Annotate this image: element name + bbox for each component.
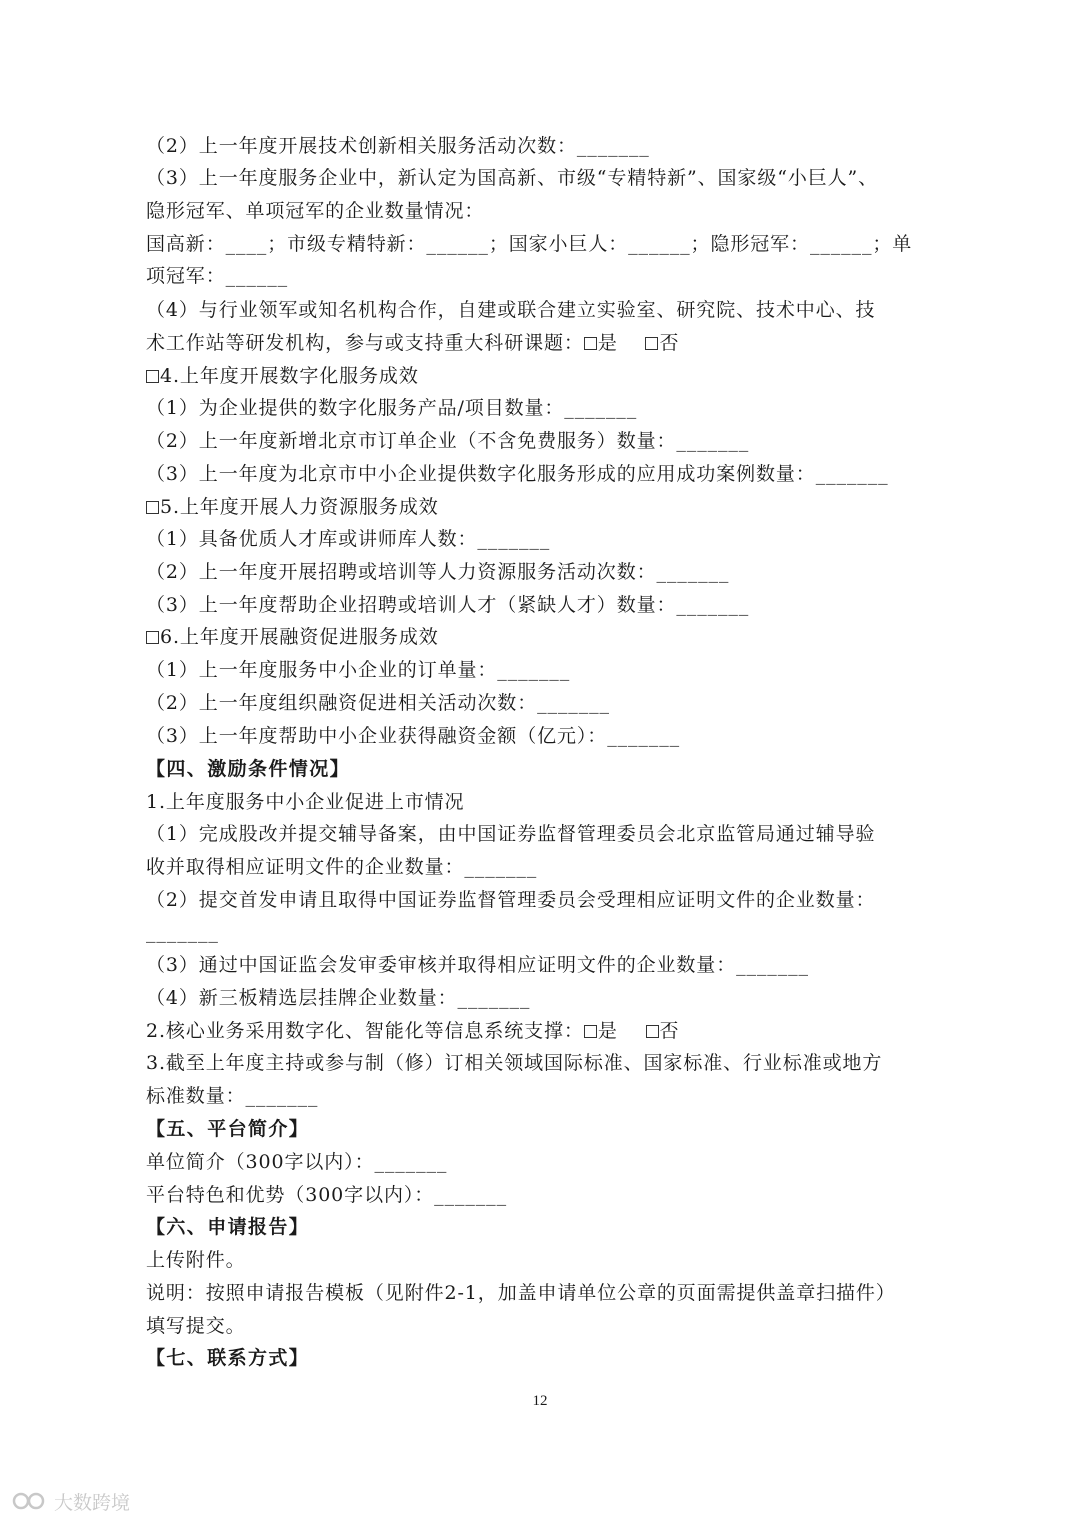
watermark-logo-icon [12, 1489, 48, 1513]
text-line: 国高新：____；市级专精特新：______；国家小巨人：______；隐形冠军：______；单 [146, 233, 913, 255]
section-line: 5.上年度开展人力资源服务成效 [146, 494, 439, 520]
text-line: 收并取得相应证明文件的企业数量：_______ [146, 856, 538, 878]
text-line: 1.上年度服务中小企业促进上市情况 [146, 791, 465, 813]
section-heading: 【七、联系方式】 [146, 1347, 310, 1369]
text-line: （3）上一年度帮助中小企业获得融资金额（亿元）：_______ [146, 725, 681, 747]
checkbox[interactable] [584, 1025, 597, 1038]
section-heading: 【五、平台简介】 [146, 1118, 310, 1140]
checkbox[interactable] [646, 1025, 659, 1038]
text-line: 单位简介（300字以内）：_______ [146, 1151, 448, 1173]
text-line: （3）上一年度帮助企业招聘或培训人才（紧缺人才）数量：_______ [146, 594, 750, 616]
text-line: 隐形冠军、单项冠军的企业数量情况： [146, 200, 485, 222]
section-heading: 【六、申请报告】 [146, 1216, 310, 1238]
watermark-text: 大数跨境 [54, 1491, 131, 1514]
checkbox[interactable] [146, 501, 159, 514]
text-line: （1）完成股改并提交辅导备案，由中国证券监督管理委员会北京监管局通过辅导验 [146, 823, 876, 845]
checkbox[interactable] [645, 337, 658, 350]
text-line: 说明：按照申请报告模板（见附件2-1，加盖申请单位公章的页面需提供盖章扫描件） [146, 1282, 896, 1304]
text-line: （4）新三板精选层挂牌企业数量：_______ [146, 987, 531, 1009]
text-line: 2.核心业务采用数字化、智能化等信息系统支撑： 是 否 [146, 1020, 680, 1042]
checkbox[interactable] [584, 337, 597, 350]
section-line: 4.上年度开展数字化服务成效 [146, 363, 419, 389]
text-line: 3.截至上年度主持或参与制（修）订相关领域国际标准、国家标准、行业标准或地方 [146, 1052, 883, 1074]
text-line: （3）上一年度服务企业中，新认定为国高新、市级“专精特新”、国家级“小巨人”、 [146, 167, 879, 189]
text-line: （2）上一年度开展招聘或培训等人力资源服务活动次数：_______ [146, 561, 730, 583]
text-line: （2）上一年度开展技术创新相关服务活动次数：_______ [146, 135, 650, 157]
text-line: 上传附件。 [146, 1249, 246, 1271]
text-line: （1）上一年度服务中小企业的订单量：_______ [146, 659, 571, 681]
text-line: 填写提交。 [146, 1315, 246, 1337]
text-line: 项冠军：______ [146, 265, 289, 287]
checkbox[interactable] [146, 370, 159, 383]
watermark [12, 1486, 130, 1516]
page-number: 12 [532, 1393, 548, 1409]
text-line: （3）通过中国证监会发审委审核并取得相应证明文件的企业数量：_______ [146, 954, 809, 976]
text-line: （4）与行业领军或知名机构合作，自建或联合建立实验室、研究院、技术中心、技 [146, 299, 876, 321]
text-line: 标准数量：_______ [146, 1085, 319, 1107]
text-line: （1）为企业提供的数字化服务产品/项目数量：_______ [146, 397, 638, 419]
section-heading: 【四、激励条件情况】 [146, 758, 351, 780]
text-line: （2）提交首发申请且取得中国证券监督管理委员会受理相应证明文件的企业数量： [146, 889, 876, 911]
text-line: （2）上一年度新增北京市订单企业（不含免费服务）数量：_______ [146, 430, 750, 452]
text-line: （1）具备优质人才库或讲师库人数：_______ [146, 528, 551, 550]
text-line: （3）上一年度为北京市中小企业提供数字化服务形成的应用成功案例数量：_______ [146, 463, 889, 485]
text-line: _______ [146, 921, 219, 943]
section-line: 6.上年度开展融资促进服务成效 [146, 624, 439, 650]
text-line: 术工作站等研发机构，参与或支持重大科研课题： 是 否 [146, 332, 680, 354]
checkbox[interactable] [146, 631, 159, 644]
text-line: 平台特色和优势（300字以内）：_______ [146, 1184, 507, 1206]
text-line: （2）上一年度组织融资促进相关活动次数：_______ [146, 692, 610, 714]
